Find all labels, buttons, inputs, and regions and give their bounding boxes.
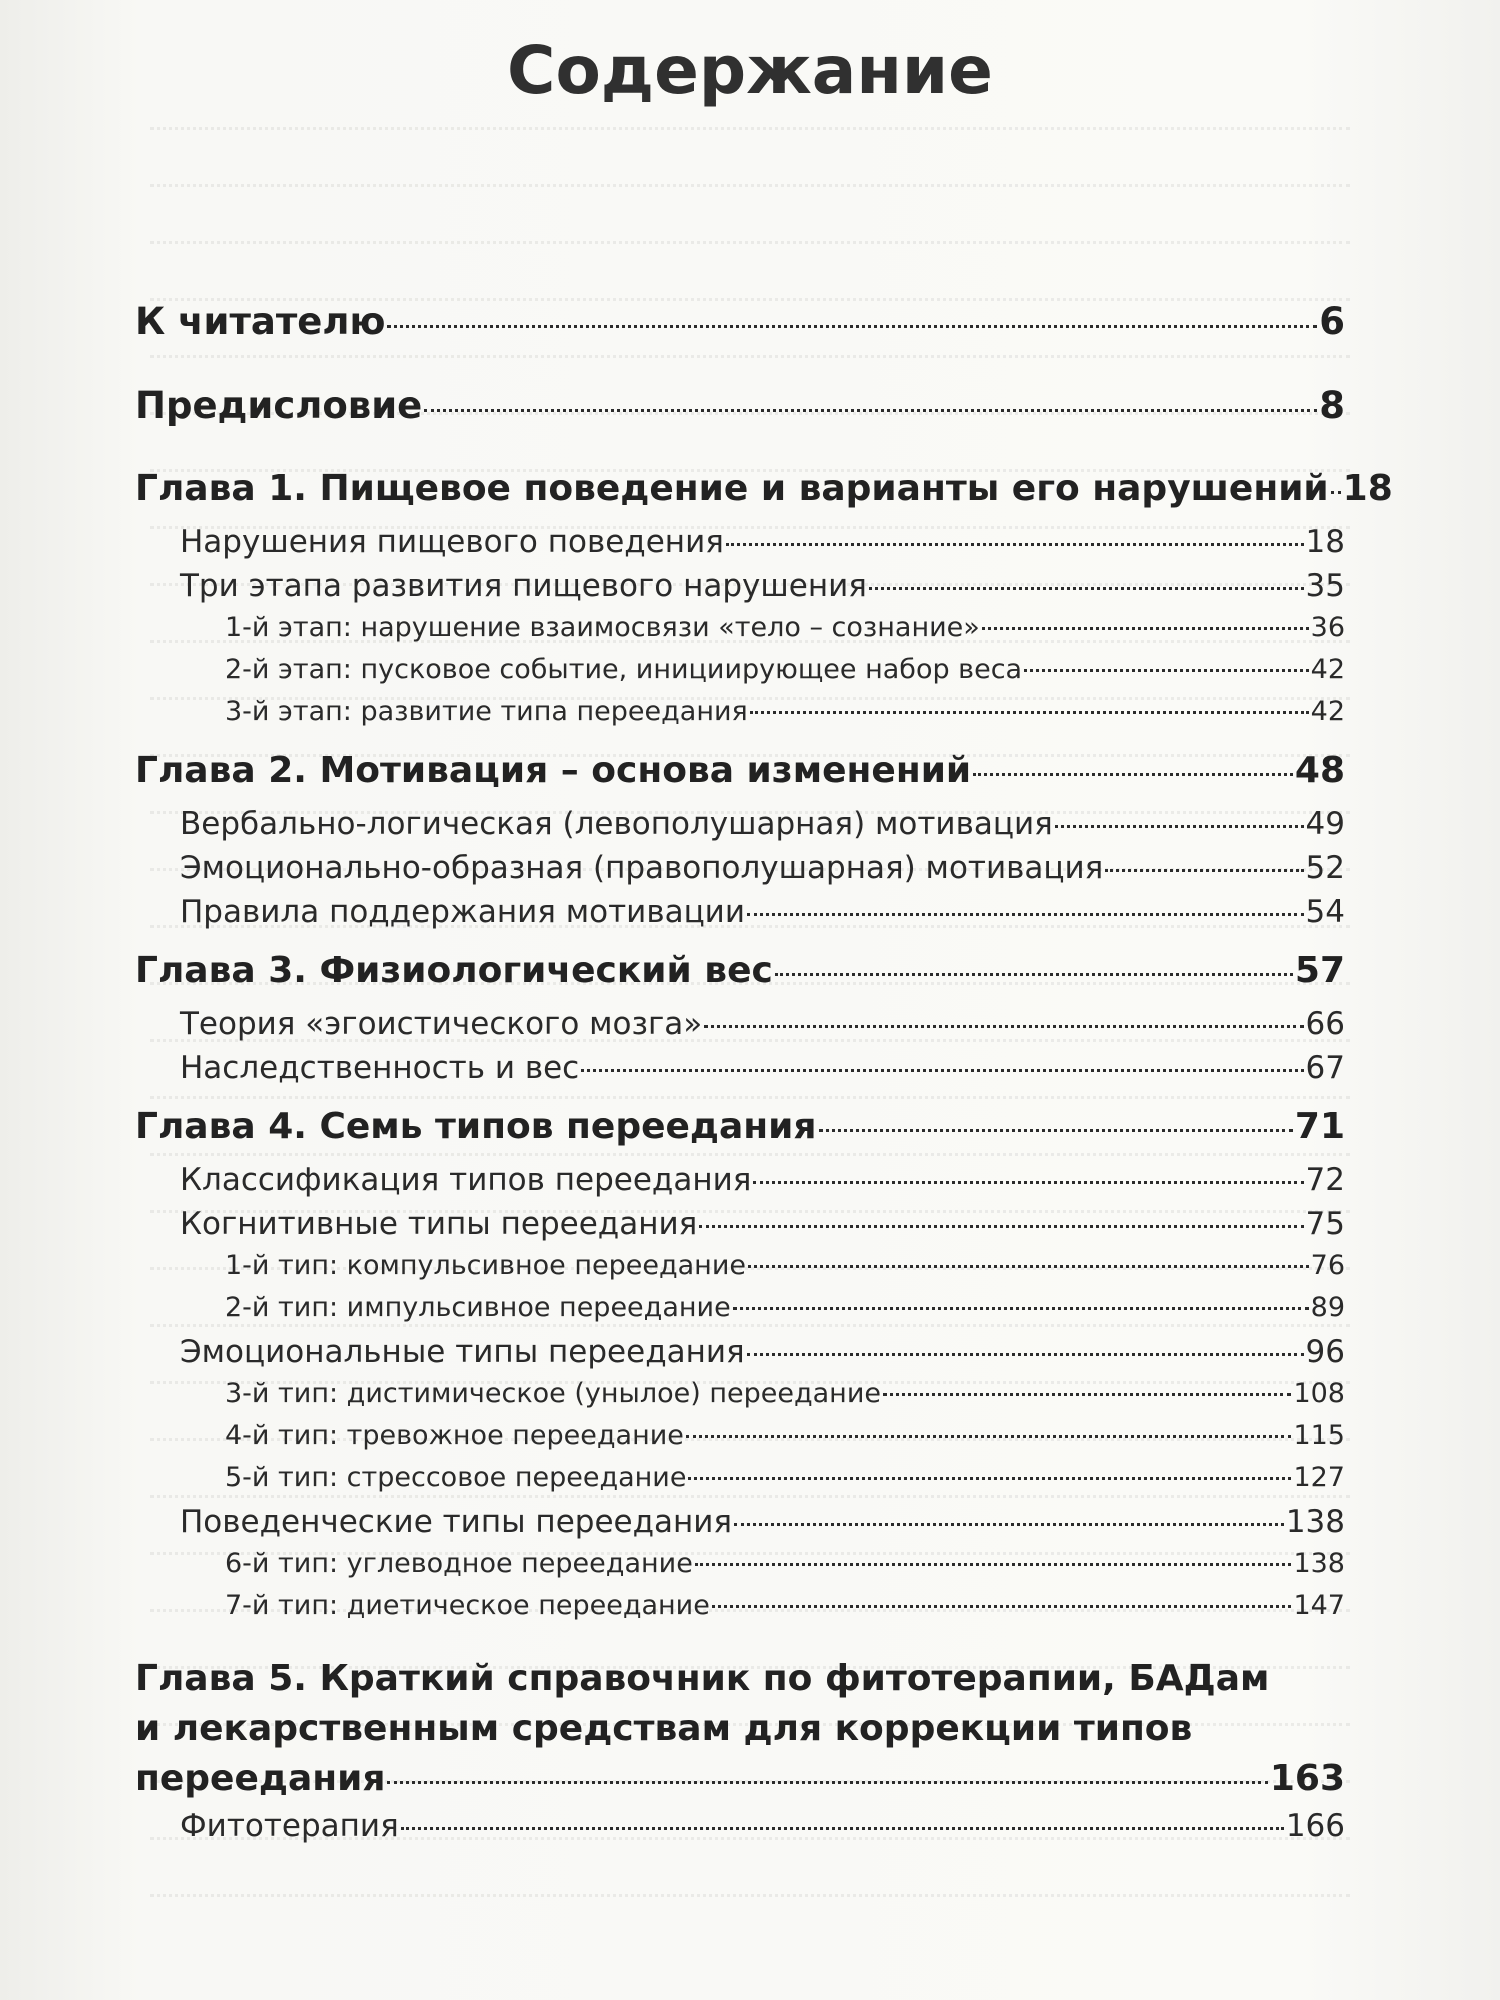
dot-leader bbox=[712, 1605, 1292, 1608]
toc-chapter-2[interactable] bbox=[135, 750, 1345, 794]
entry-label-line-1: Глава 5. Краткий справочник по фитотерапии, БАДам bbox=[135, 1658, 1270, 1699]
entry-page: 42 bbox=[1310, 654, 1345, 685]
dot-leader bbox=[1055, 825, 1304, 828]
entry-label: Эмоциональные типы переедания bbox=[180, 1334, 745, 1370]
entry-page: 89 bbox=[1310, 1292, 1345, 1323]
toc-subsection[interactable] bbox=[135, 1378, 1345, 1420]
entry-page: 52 bbox=[1305, 850, 1345, 886]
entry-label: Глава 1. Пищевое поведение и варианты его нарушений bbox=[135, 468, 1329, 509]
entry-page: 42 bbox=[1310, 696, 1345, 727]
entry-label: Вербально-логическая (левополушарная) мотивация bbox=[180, 806, 1053, 842]
entry-label-line-3: переедания bbox=[135, 1758, 386, 1799]
dot-leader bbox=[1331, 491, 1341, 494]
dot-leader bbox=[747, 1353, 1304, 1356]
entry-page: 108 bbox=[1293, 1378, 1345, 1409]
toc-subsection[interactable] bbox=[135, 612, 1345, 654]
entry-page: 138 bbox=[1293, 1548, 1345, 1579]
entry-label: К читателю bbox=[135, 300, 386, 343]
entry-page: 35 bbox=[1305, 568, 1345, 604]
entry-page: 54 bbox=[1305, 894, 1345, 930]
toc-subsection[interactable] bbox=[135, 1590, 1345, 1632]
entry-page: 96 bbox=[1305, 1334, 1345, 1370]
dot-leader bbox=[819, 1129, 1293, 1132]
toc-subsection[interactable] bbox=[135, 1292, 1345, 1334]
dot-leader bbox=[734, 1523, 1284, 1526]
entry-label: Правила поддержания мотивации bbox=[180, 894, 745, 930]
toc-chapter-1[interactable] bbox=[135, 468, 1393, 512]
entry-page: 18 bbox=[1342, 468, 1393, 509]
entry-label: 1-й тип: компульсивное переедание bbox=[225, 1250, 746, 1281]
dot-leader bbox=[401, 1827, 1284, 1830]
toc-section[interactable] bbox=[135, 850, 1345, 894]
toc-subsection[interactable] bbox=[135, 1462, 1345, 1504]
entry-page: 166 bbox=[1285, 1808, 1345, 1844]
dot-leader bbox=[1024, 669, 1309, 672]
dot-leader bbox=[688, 1477, 1291, 1480]
toc-section[interactable] bbox=[135, 806, 1345, 850]
toc-section[interactable] bbox=[135, 1808, 1345, 1852]
toc-subsection[interactable] bbox=[135, 654, 1345, 696]
entry-page: 138 bbox=[1285, 1504, 1345, 1540]
entry-page: 71 bbox=[1294, 1106, 1345, 1147]
toc-section[interactable] bbox=[135, 1162, 1345, 1206]
toc-section[interactable] bbox=[135, 1050, 1345, 1094]
entry-label: Классификация типов переедания bbox=[180, 1162, 752, 1198]
entry-label: Наследственность и вес bbox=[180, 1050, 580, 1086]
toc-subsection[interactable] bbox=[135, 696, 1345, 738]
dot-leader bbox=[1105, 869, 1303, 872]
dot-leader bbox=[753, 1181, 1303, 1184]
entry-page: 18 bbox=[1305, 524, 1345, 560]
dot-leader bbox=[695, 1563, 1292, 1566]
toc-section[interactable] bbox=[135, 568, 1345, 612]
entry-page: 67 bbox=[1305, 1050, 1345, 1086]
dot-leader bbox=[869, 587, 1304, 590]
entry-page: 115 bbox=[1293, 1420, 1345, 1451]
entry-page: 76 bbox=[1310, 1250, 1345, 1281]
entry-label: Эмоционально-образная (правополушарная) мотивация bbox=[180, 850, 1104, 886]
toc-subsection[interactable] bbox=[135, 1250, 1345, 1292]
dot-leader bbox=[775, 973, 1293, 976]
toc-section[interactable] bbox=[135, 1504, 1345, 1548]
entry-label: Фитотерапия bbox=[180, 1808, 399, 1844]
toc-chapter-3[interactable] bbox=[135, 950, 1345, 994]
entry-page: 57 bbox=[1294, 950, 1345, 991]
toc-section[interactable] bbox=[135, 894, 1345, 938]
entry-label: Теория «эгоистического мозга» bbox=[180, 1006, 703, 1042]
toc-chapter-5[interactable] bbox=[135, 1654, 1345, 1804]
entry-page: 147 bbox=[1293, 1590, 1345, 1621]
dot-leader bbox=[387, 1781, 1267, 1784]
entry-label: 6-й тип: углеводное переедание bbox=[225, 1548, 693, 1579]
entry-label-line-2: и лекарственным средствам для коррекции типов bbox=[135, 1708, 1193, 1749]
entry-page: 72 bbox=[1305, 1162, 1345, 1198]
entry-page: 6 bbox=[1319, 300, 1345, 343]
entry-label: 5-й тип: стрессовое переедание bbox=[225, 1462, 687, 1493]
entry-label: Нарушения пищевого поведения bbox=[180, 524, 724, 560]
dot-leader bbox=[726, 543, 1304, 546]
entry-label: 4-й тип: тревожное переедание bbox=[225, 1420, 684, 1451]
dot-leader bbox=[704, 1025, 1303, 1028]
entry-label: 2-й тип: импульсивное переедание bbox=[225, 1292, 731, 1323]
toc-section[interactable] bbox=[135, 1334, 1345, 1378]
entry-page: 66 bbox=[1305, 1006, 1345, 1042]
toc-chapter-4[interactable] bbox=[135, 1106, 1345, 1150]
dot-leader bbox=[581, 1069, 1303, 1072]
dot-leader bbox=[750, 711, 1309, 714]
entry-page: 36 bbox=[1310, 612, 1345, 643]
entry-label: 7-й тип: диетическое переедание bbox=[225, 1590, 710, 1621]
entry-label: Глава 3. Физиологический вес bbox=[135, 950, 773, 991]
entry-label: 3-й тип: дистимическое (унылое) переедание bbox=[225, 1378, 881, 1409]
entry-label: 2-й этап: пусковое событие, инициирующее набор веса bbox=[225, 654, 1023, 685]
dot-leader bbox=[883, 1393, 1291, 1396]
dot-leader bbox=[387, 325, 1317, 328]
toc-subsection[interactable] bbox=[135, 1548, 1345, 1590]
entry-page: 163 bbox=[1269, 1758, 1345, 1799]
table-of-contents bbox=[135, 300, 1393, 1852]
entry-label: Предисловие bbox=[135, 384, 423, 427]
entry-page: 127 bbox=[1293, 1462, 1345, 1493]
entry-page: 49 bbox=[1305, 806, 1345, 842]
page-title: Содержание bbox=[507, 32, 993, 109]
toc-entry-reader[interactable] bbox=[135, 300, 1345, 344]
entry-page: 8 bbox=[1319, 384, 1345, 427]
entry-label: Глава 4. Семь типов переедания bbox=[135, 1106, 817, 1147]
entry-label: Когнитивные типы переедания bbox=[180, 1206, 698, 1242]
dot-leader bbox=[699, 1225, 1303, 1228]
dot-leader bbox=[424, 409, 1317, 412]
toc-section[interactable] bbox=[135, 1206, 1345, 1250]
entry-label: Поведенческие типы переедания bbox=[180, 1504, 733, 1540]
dot-leader bbox=[747, 913, 1304, 916]
dot-leader bbox=[686, 1435, 1292, 1438]
entry-label: Три этапа развития пищевого нарушения bbox=[180, 568, 867, 604]
dot-leader bbox=[973, 773, 1293, 776]
toc-entry-preface[interactable] bbox=[135, 384, 1345, 428]
entry-label: 1-й этап: нарушение взаимосвязи «тело – сознание» bbox=[225, 612, 980, 643]
entry-page: 48 bbox=[1294, 750, 1345, 791]
dot-leader bbox=[733, 1307, 1309, 1310]
dot-leader bbox=[982, 627, 1309, 630]
entry-page: 75 bbox=[1305, 1206, 1345, 1242]
entry-label: 3-й этап: развитие типа переедания bbox=[225, 696, 748, 727]
toc-section[interactable] bbox=[135, 1006, 1345, 1050]
toc-section[interactable] bbox=[135, 524, 1345, 568]
dot-leader bbox=[748, 1265, 1309, 1268]
toc-subsection[interactable] bbox=[135, 1420, 1345, 1462]
entry-label: Глава 2. Мотивация – основа изменений bbox=[135, 750, 972, 791]
